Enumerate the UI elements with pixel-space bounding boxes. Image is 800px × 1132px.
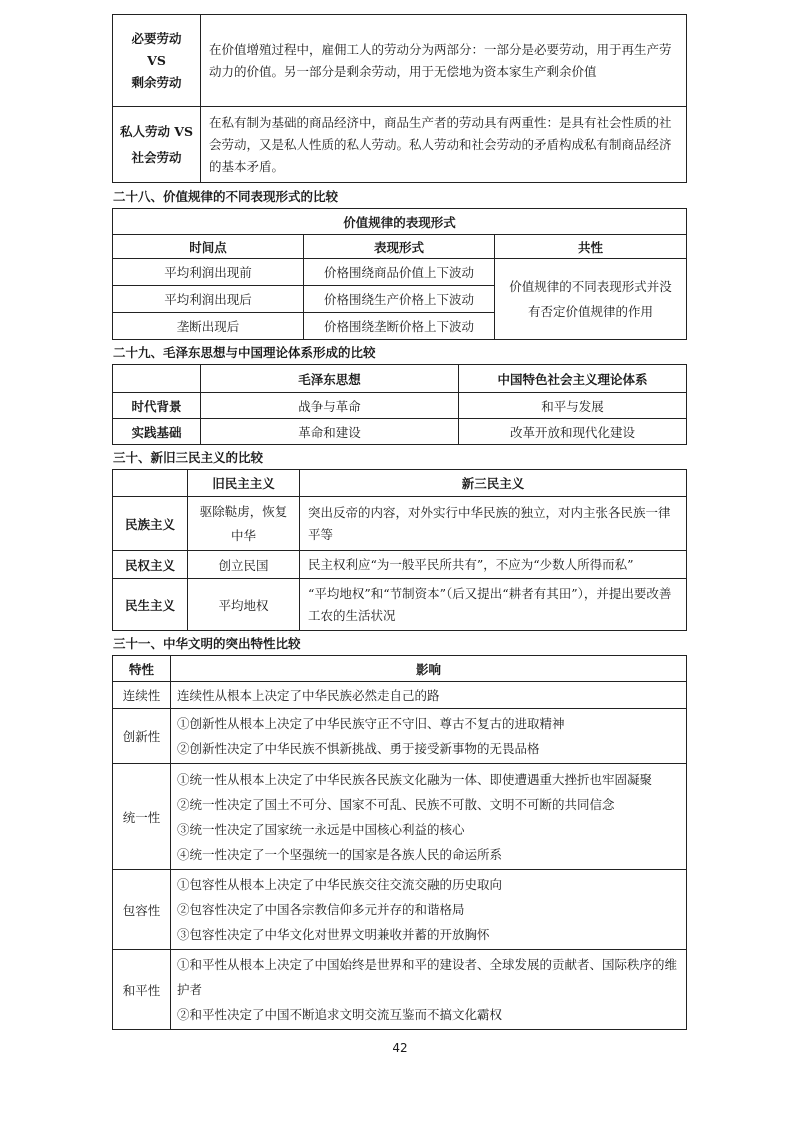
three-principles-table bbox=[112, 469, 687, 631]
section-heading: 三十、新旧三民主义的比较 bbox=[113, 450, 264, 465]
term-line: VS bbox=[147, 52, 166, 68]
table-cell bbox=[300, 551, 687, 579]
section-heading: 二十九、毛泽东思想与中国理论体系形成的比较 bbox=[113, 345, 376, 360]
trait-name: 连续性 bbox=[113, 682, 171, 709]
row-label: 实践基础 bbox=[113, 419, 201, 445]
impact-item: 连续性从根本上决定了中华民族必然走自己的路 bbox=[177, 687, 440, 703]
impact-item: ②统一性决定了国土不可分、国家不可乱、民族不可散、文明不可断的共同信念 bbox=[177, 796, 615, 812]
impact-item: ①包容性从根本上决定了中华民族交往交流交融的历史取向 bbox=[177, 877, 503, 892]
column-header: 中国特色社会主义理论体系 bbox=[459, 365, 687, 393]
table-row bbox=[113, 259, 687, 286]
table-row bbox=[113, 950, 687, 1030]
table-row bbox=[113, 551, 687, 579]
table-cell: 和平与发展 bbox=[459, 393, 687, 419]
cell-text: 驱除鞑虏，恢复中华 bbox=[199, 503, 288, 543]
table-cell: 改革开放和现代化建设 bbox=[459, 419, 687, 445]
column-header: 特性 bbox=[113, 656, 171, 682]
table-cell: 革命和建设 bbox=[201, 419, 459, 445]
table-row bbox=[113, 709, 687, 764]
column-header: 共性 bbox=[495, 235, 687, 259]
term-line: 必要劳动 bbox=[131, 30, 182, 46]
row-label: 民族主义 bbox=[113, 497, 188, 551]
trait-impact bbox=[171, 682, 687, 709]
cell-text: “平均地权”和“节制资本”（后又提出“耕者有其田”），并提出要改善工农的生活状况 bbox=[308, 585, 672, 623]
common-text: 价值规律的不同表现形式并没有否定价值规律的作用 bbox=[509, 279, 672, 319]
table-cell bbox=[300, 579, 687, 631]
trait-name: 创新性 bbox=[113, 709, 171, 764]
table-cell: 价格围绕垄断价格上下波动 bbox=[304, 313, 495, 340]
trait-name: 包容性 bbox=[113, 870, 171, 950]
trait-impact bbox=[171, 950, 687, 1030]
labor-comparison-table bbox=[112, 14, 687, 183]
table-cell bbox=[188, 497, 300, 551]
column-header: 影响 bbox=[171, 656, 687, 682]
impact-item: ①创新性从根本上决定了中华民族守正不守旧、尊古不复古的进取精神 bbox=[177, 716, 565, 731]
table-row bbox=[113, 682, 687, 709]
trait-impact bbox=[171, 870, 687, 950]
column-header: 新三民主义 bbox=[300, 470, 687, 497]
cell-text: 突出反帝的内容，对外实行中华民族的独立，对内主张各民族一律平等 bbox=[308, 504, 671, 542]
impact-item: ②创新性决定了中华民族不惧新挑战、勇于接受新事物的无畏品格 bbox=[177, 741, 540, 756]
trait-impact bbox=[171, 709, 687, 764]
term-line: 私人劳动 VS bbox=[119, 123, 194, 139]
cell-text: 民主权利应“为一般平民所共有”，不应为“少数人所得而私” bbox=[308, 556, 634, 572]
table-row bbox=[113, 15, 687, 107]
table-row bbox=[113, 579, 687, 631]
row-label: 民生主义 bbox=[113, 579, 188, 631]
table-row bbox=[113, 107, 687, 183]
table-row bbox=[113, 419, 687, 445]
value-law-table bbox=[112, 208, 687, 340]
term-cell bbox=[113, 15, 201, 107]
impact-item: ①统一性从根本上决定了中华民族各民族文化融为一体、即使遭遇重大挫折也牢固凝聚 bbox=[177, 771, 653, 787]
table-header-row bbox=[113, 365, 687, 393]
table-cell: 平均利润出现前 bbox=[113, 259, 304, 286]
trait-impact bbox=[171, 764, 687, 870]
table-row bbox=[113, 870, 687, 950]
description-cell bbox=[201, 15, 687, 107]
row-label: 民权主义 bbox=[113, 551, 188, 579]
section-heading: 三十一、中华文明的突出特性比较 bbox=[113, 636, 301, 651]
section-heading: 二十八、价值规律的不同表现形式的比较 bbox=[113, 189, 339, 204]
table-row bbox=[113, 393, 687, 419]
table-header-row bbox=[113, 470, 687, 497]
table-cell: 平均地权 bbox=[188, 579, 300, 631]
table-cell bbox=[300, 497, 687, 551]
trait-name: 统一性 bbox=[113, 764, 171, 870]
term-line: 剩余劳动 bbox=[131, 74, 182, 90]
trait-name: 和平性 bbox=[113, 950, 171, 1030]
impact-item: ③统一性决定了国家统一永远是中国核心利益的核心 bbox=[177, 821, 465, 837]
thought-system-table bbox=[112, 364, 687, 445]
description-cell bbox=[201, 107, 687, 183]
description-text: 在价值增殖过程中，雇佣工人的劳动分为两部分：一部分是必要劳动，用于再生产劳动力的价值。另一部分是剩余劳动，用于无偿地为资本家生产剩余价值 bbox=[209, 41, 672, 79]
table-header-row bbox=[113, 656, 687, 682]
impact-item: ④统一性决定了一个坚强统一的国家是各族人民的命运所系 bbox=[177, 846, 503, 862]
table-cell: 垄断出现后 bbox=[113, 313, 304, 340]
column-header: 时间点 bbox=[113, 235, 304, 259]
page-number: 42 bbox=[392, 1041, 408, 1055]
table-row bbox=[113, 764, 687, 870]
table-cell: 价格围绕生产价格上下波动 bbox=[304, 286, 495, 313]
row-label: 时代背景 bbox=[113, 393, 201, 419]
impact-item: ③包容性决定了中华文化对世界文明兼收并蓄的开放胸怀 bbox=[177, 927, 490, 942]
column-header: 旧民主主义 bbox=[188, 470, 300, 497]
table-cell: 战争与革命 bbox=[201, 393, 459, 419]
table-cell: 平均利润出现后 bbox=[113, 286, 304, 313]
impact-item: ①和平性从根本上决定了中国始终是世界和平的建设者、全球发展的贡献者、国际秩序的维护者 bbox=[177, 957, 678, 997]
column-header: 毛泽东思想 bbox=[201, 365, 459, 393]
table-header-row bbox=[113, 235, 687, 259]
column-header bbox=[113, 470, 188, 497]
common-cell bbox=[495, 259, 687, 340]
table-row bbox=[113, 497, 687, 551]
document-page bbox=[112, 14, 687, 1030]
table-title-row bbox=[113, 209, 687, 235]
term-line: 社会劳动 bbox=[131, 149, 182, 165]
description-text: 在私有制为基础的商品经济中，商品生产者的劳动具有两重性：是具有社会性质的社会劳动，又是私人性质的私人劳动。私人劳动和社会劳动的矛盾构成私有制商品经济的基本矛盾。 bbox=[209, 114, 672, 174]
column-header bbox=[113, 365, 201, 393]
term-cell bbox=[113, 107, 201, 183]
impact-item: ②和平性决定了中国不断追求文明交流互鉴而不搞文化霸权 bbox=[177, 1007, 503, 1022]
column-header: 表现形式 bbox=[304, 235, 495, 259]
impact-item: ②包容性决定了中国各宗教信仰多元并存的和谐格局 bbox=[177, 902, 465, 917]
table-cell: 创立民国 bbox=[188, 551, 300, 579]
civilization-traits-table bbox=[112, 655, 687, 1030]
table-title: 价值规律的表现形式 bbox=[113, 209, 687, 235]
table-cell: 价格围绕商品价值上下波动 bbox=[304, 259, 495, 286]
